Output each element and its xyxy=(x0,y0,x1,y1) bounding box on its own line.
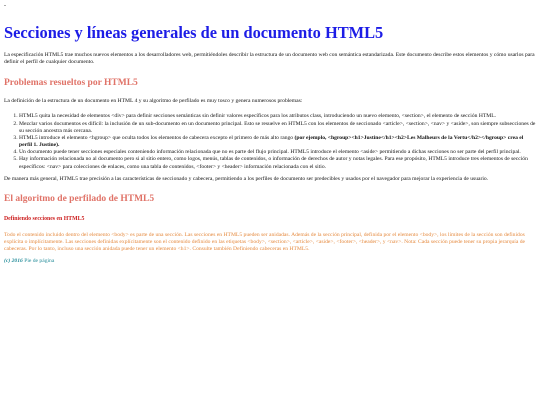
problems-list xyxy=(4,113,536,170)
problems-heading: Problemas resueltos por HTML5 xyxy=(4,78,138,89)
list-item xyxy=(19,121,536,135)
page-footer xyxy=(4,258,536,265)
list-item xyxy=(19,156,536,170)
list-item-text: Un documento puede tener secciones especiales conteniendo información relacionada que no es parte del flujo principal. HTML5 introduce el elemento <aside> permitiendo a dichas secciones no ser parte del perfil principal. xyxy=(19,149,521,156)
intro-paragraph: La especificación HTML5 trae muchos nuevos elementos a los desarrolladores web, permitiéndoles describir la estructura de un documento web con semántica estandarizada. Este documento describe estos elementos y cómo usarlos para definir el perfil de cualquier documento. xyxy=(4,52,535,66)
problems-closing: De manera más general, HTML5 trae precisión a las características de seccionado y cabecera, permitiendo a los perfiles de documento ser predecibles y usados por el navegador para mejorar la experiencia de usuario. xyxy=(4,175,489,182)
list-item-text: HTML5 introduce el elemento <hgroup> que oculta todos los elementos de cabecera excepto el primero de más alto rango xyxy=(19,134,295,141)
list-item xyxy=(19,135,536,149)
list-item-text: Hay información relacionada no al documento pero si al sitio entero, como logos, menús, tablas de contenidos, o información de derechos de autor y notas legales. Para ese propósito, HTML5 introduce tres elementos de sección específicos: <nav> para colecciones de enlaces, como una tabla de contenidos, <footer> y <header> información relacionada con el sitio. xyxy=(19,156,528,170)
algorithm-heading: El algoritmo de perfilado de HTML5 xyxy=(4,193,155,204)
list-item-strong-text: (por ejemplo, <hgroup><h1>Justine</h1><h2>Les Malheurs de la Vertu</h2></hgroup> crea el perfil 1. Justine). xyxy=(19,134,524,149)
list-item-text: Mezclar varios documentos es difícil: la inclusión de un sub-documento en un documento principal. Esto se resuelve en HTML5 con los elementos de seccionado <article>, <section>, <nav> y <aside>, son siempre subsecciones de su sección ancestra más cercana. xyxy=(19,120,536,134)
problems-lead: La definición de la estructura de un documento en HTML 4 y su algoritmo de perfilado es muy tosco y genera numerosos problemas: xyxy=(4,98,303,105)
footer-copyright: (c) 2016 xyxy=(4,258,23,265)
page-title: Secciones y líneas generales de un documento HTML5 xyxy=(4,23,384,42)
algorithm-subheading: Definiendo secciones en HTML5 xyxy=(4,215,85,222)
list-item xyxy=(19,113,536,120)
top-mark: - xyxy=(4,3,6,9)
footer-label: Pie de página xyxy=(24,258,55,265)
list-item-text: HTML5 quita la necesidad de elementos <div> para definir secciones semánticas sin definir valores específicos para los atributos class, introduciendo un nuevo elemento, <section>, el elemento de sección HTML. xyxy=(19,113,497,120)
algorithm-paragraph: Todo el contenido incluido dentro del elemento <body> es parte de una sección. Las secciones en HTML5 pueden ser anidadas. Además de la sección principal, definida por el elemento <body>, los límites de la sección son definidos explícita o implícitamente. Las secciones definidas explícitamente son el contenido definido en las etiquetas <body>, <section>, <article>, <aside>, <footer>, <header>, y <nav>. Nota: Cada sección puede tener su propia jerarquía de cabeceras. Por lo tanto, incluso una sección anidada puede tener un elemento <h1>. Consulte también Definiendo cabeceras en HTML5. xyxy=(4,231,526,253)
